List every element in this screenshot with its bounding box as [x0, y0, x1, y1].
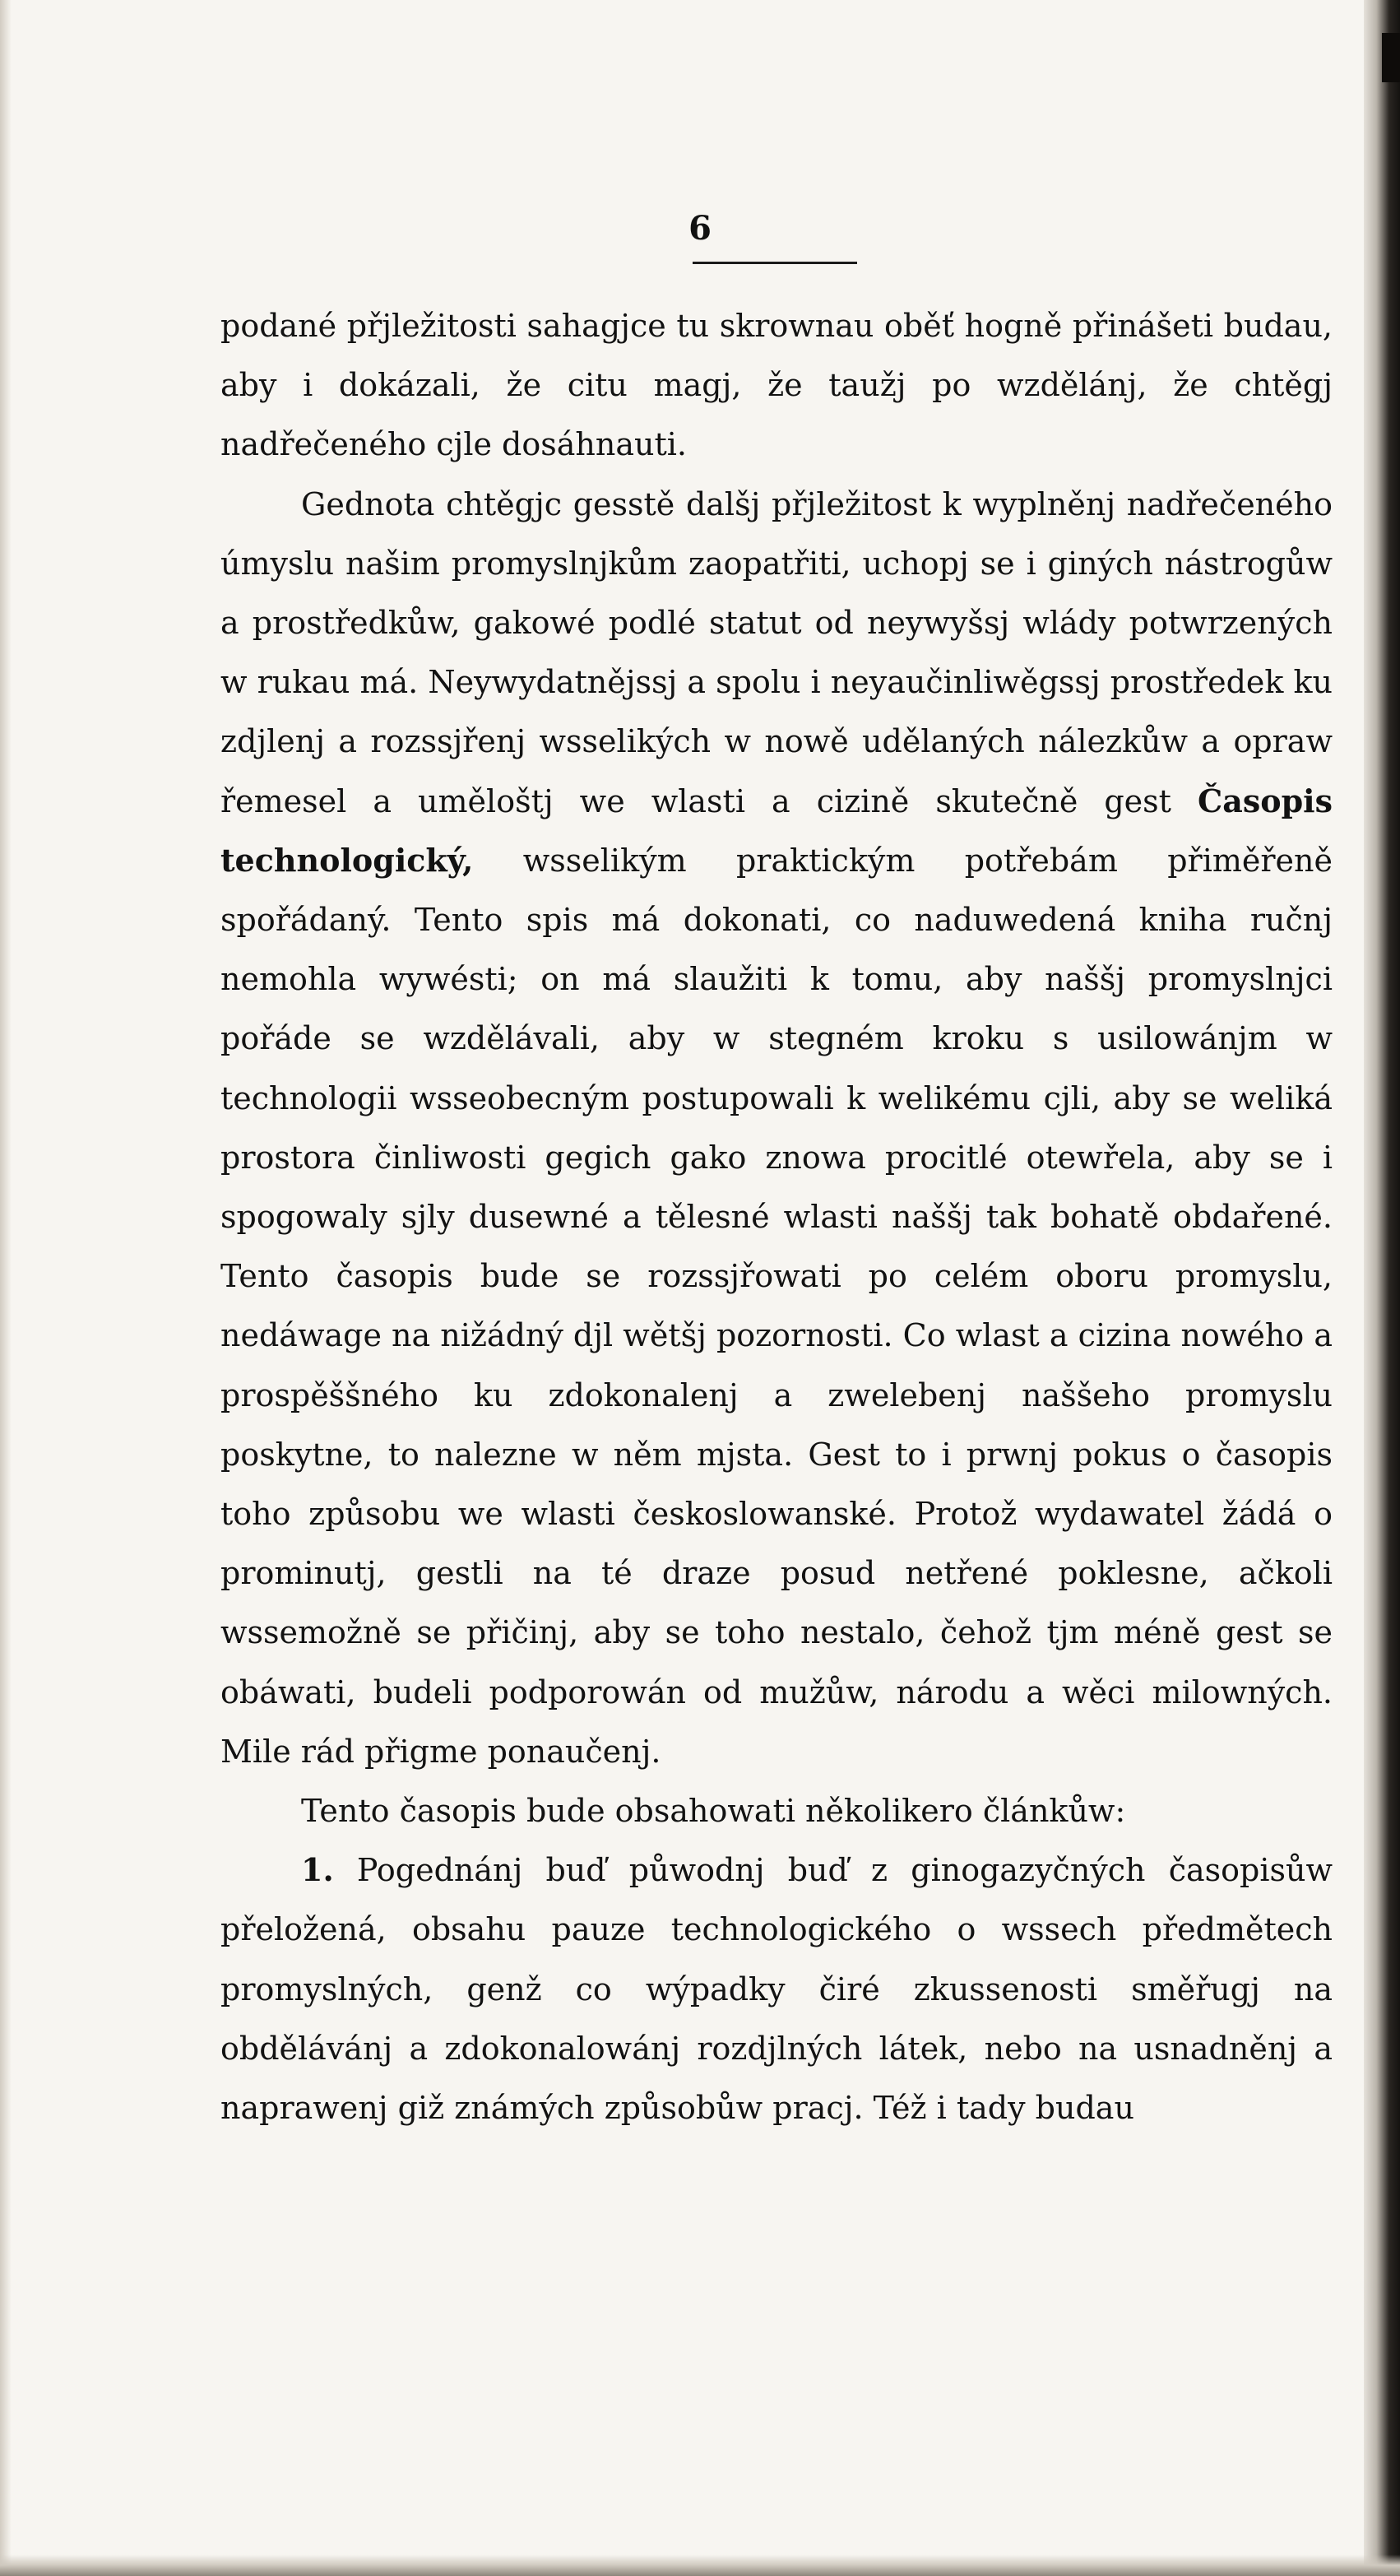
paragraph-2-text-after: wsselikým praktickým potřebám přiměřeně spořádaný. Tento spis má dokonati, co naduwedená kniha ručnj nemohla wywésti; on má slaužiti k tomu, aby naššj promyslnjci pořáde se wzdělávali, aby w stegném kroku s usilowánjm w technologii wsseobecným postupowali k welikému cjli, aby se weliká prostora činliwosti gegich gako znowa procitlé otewřela, aby se i spogowaly sjly dusewné a tělesné wlasti naššj tak bohatě obdařené. Tento časopis bude se rozssjřowati po celém oboru promyslu, nedáwage na nižádný djl wětšj pozornosti. Co wlast a cizina nowého a prospěššného ku zdokonalenj a zwelebenj naššeho promyslu poskytne, to nalezne w něm mjsta. Gest to i prwnj pokus o časopis toho způsobu we wlasti českoslowanské. Protož wydawatel žádá o prominutj, gestli na té draze posud netřené poklesne, ačkoli wssemožně se přičinj, aby se toho nestalo, čehož tjm méně gest se obáwati, budeli podporowán od mužůw, národu a wěci milowných. Mile rád přigme ponaučenj.	[220, 842, 1333, 1770]
paragraph-3: Tento časopis bude obsahowati několikero článkůw:	[301, 1793, 1126, 1830]
page-number: 6	[688, 209, 712, 248]
scan-shadow-right	[1364, 0, 1400, 2576]
paragraph-2-text-before: Gednota chtěgjc gesstě dalšj přjležitost k wyplněnj nadřečeného úmyslu našim promyslnjkům zaopatřiti, uchopj se i giných nástrogůw a prostředkůw, gakowé podlé statut od neywyšsj wlády potwrzených w rukau má. Neywydatnějssj a spolu i neyaučinliwěgssj prostředek ku zdjlenj a rozssjřenj wsselikých w nowě udělaných nálezkůw a opraw řemesel a uměloštj we wlasti a cizině skutečně gest	[220, 485, 1333, 819]
page-number-rule	[693, 262, 857, 264]
scan-shadow-left	[0, 0, 12, 2576]
paragraph-2	[220, 475, 1333, 1781]
paragraph-4	[220, 1840, 1333, 2137]
scan-shadow-bottom	[0, 2555, 1400, 2576]
list-item-number: 1.	[301, 1851, 334, 1889]
emphasized-title: Časopis technologický,	[220, 782, 1333, 879]
body-text	[220, 296, 1333, 2137]
paragraph-4-text: Pogednánj buď půwodnj buď z ginogazyčných časopisůw přeložená, obsahu pauze technologického o wssech předmětech promyslných, genž co wýpadky čiré zkussenosti směřugj na obdělávánj a zdokonalowánj rozdjlných látek, nebo na usnadněnj a naprawenj giž známých způsobůw pracj. Též i tady budau	[220, 1852, 1333, 2127]
scan-binding-tab	[1382, 33, 1400, 82]
paragraph-1: podané přjležitosti sahagjce tu skrownau oběť hogně přinášeti budau, aby i dokázali, že citu magj, že taužj po wzdělánj, že chtěgj nadřečeného cjle dosáhnauti.	[220, 308, 1333, 463]
